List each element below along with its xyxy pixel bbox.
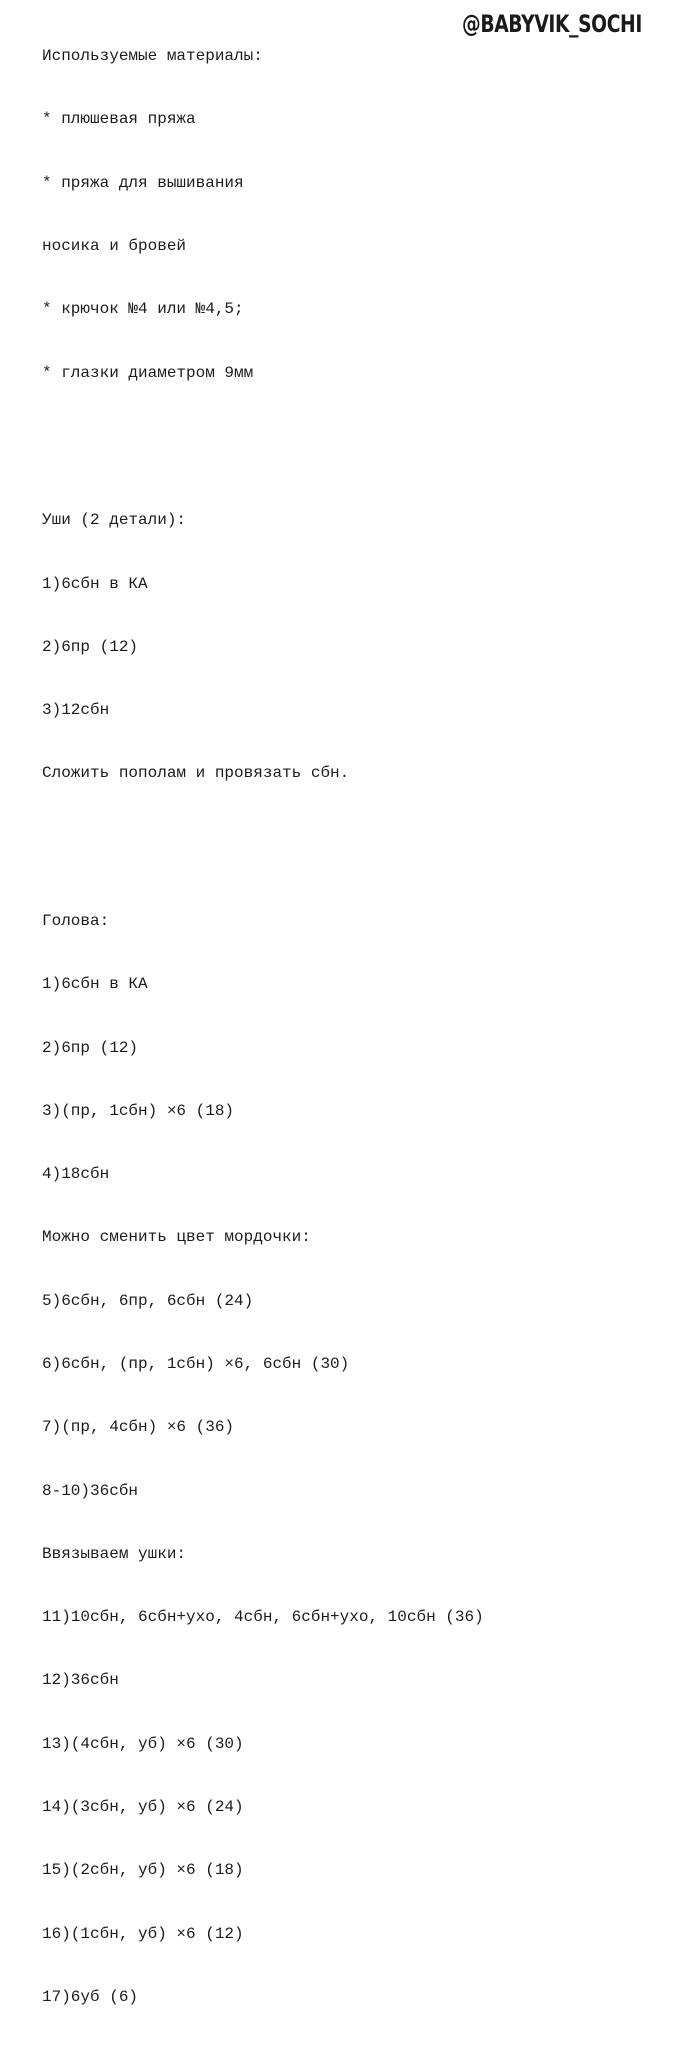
head-row: 6)6сбн, (пр, 1сбн) ×6, 6сбн (30) (42, 1355, 350, 1373)
head-row: 4)18сбн (42, 1165, 110, 1184)
materials-heading: Используемые материалы: (42, 47, 263, 66)
head-row: 11)10сбн, 6сбн+ухо, 4сбн, 6сбн+ухо, 10сбн (36) (42, 1608, 484, 1627)
head-row: 7)(пр, 4сбн) ×6 (36) (42, 1418, 235, 1437)
head-row: 17)6уб (6) (42, 1987, 139, 2006)
materials-item: носика и бровей (42, 237, 187, 256)
head-row: 5)6сбн, 6пр, 6сбн (24) (42, 1291, 254, 1310)
pattern-text (42, 4, 484, 2050)
ears-row: 1)6сбн в КА (42, 574, 148, 593)
head-note-ears: Ввязываем ушки: (42, 1544, 187, 1563)
materials-item: * крючок №4 или №4,5; (42, 300, 244, 319)
ears-heading: Уши (2 детали): (42, 511, 187, 530)
watermark-handle: @BABYVIK_SOCHI (462, 10, 642, 38)
head-row: 14)(3сбн, уб) ×6 (24) (42, 1797, 244, 1816)
ears-row: 3)12сбн (42, 701, 110, 720)
head-row: 2)6пр (12) (42, 1038, 139, 1057)
materials-item: * плюшевая пряжа (42, 110, 196, 129)
materials-item: * глазки диаметром 9мм (42, 363, 254, 382)
ears-row: 2)6пр (12) (42, 637, 139, 656)
head-row: 3)(пр, 1сбн) ×6 (18) (42, 1101, 235, 1120)
head-row: 1)6сбн в КА (42, 975, 148, 994)
head-row: 8-10)36сбн (42, 1481, 139, 1500)
head-row: 15)(2сбн, уб) ×6 (18) (42, 1861, 244, 1880)
materials-item: * пряжа для вышивания (42, 173, 244, 192)
head-row: 16)(1сбн, уб) ×6 (12) (42, 1924, 244, 1943)
head-note-color: Можно сменить цвет мордочки: (42, 1228, 311, 1247)
ears-note: Сложить пополам и провязать сбн. (42, 764, 350, 783)
head-row: 12)36сбн (42, 1671, 119, 1690)
head-row: 13)(4сбн, уб) ×6 (30) (42, 1734, 244, 1753)
head-heading: Голова: (42, 912, 110, 931)
spacer (42, 827, 484, 848)
spacer (42, 426, 484, 447)
